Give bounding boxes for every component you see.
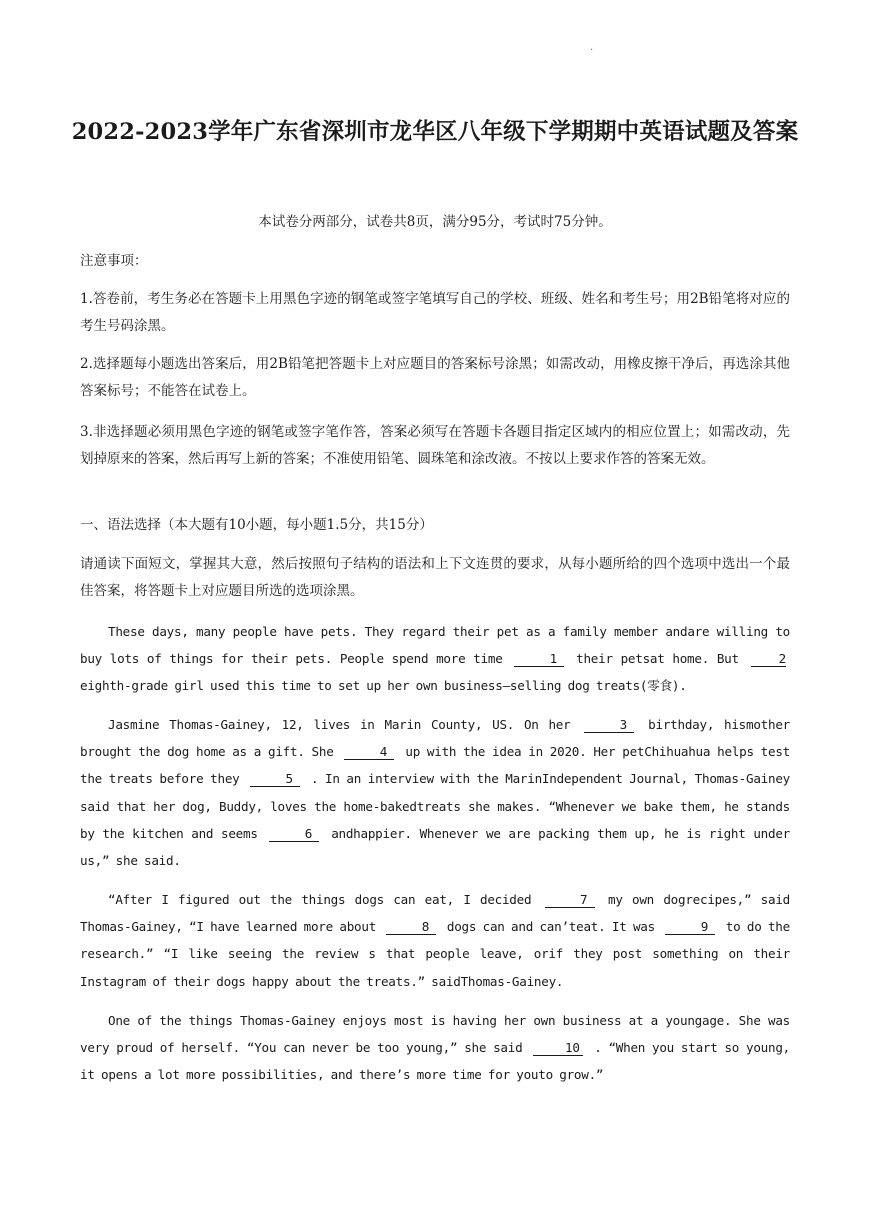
passage-text: dogs can and can’teat. It was: [446, 919, 655, 935]
notice-item-1: 1.答卷前，考生务必在答题卡上用黑色字迹的钢笔或签字笔填写自己的学校、班级、姓名和考生号；用2B铅笔将对应的考生号码涂黑。: [80, 291, 790, 334]
passage-text: to do the research.” “I like seeing the review s that people leave, orif they post something on their Instagram of their dogs happy about the treats.” saidThomas-Gainey.: [80, 919, 790, 989]
blank-10: 10: [533, 1040, 583, 1056]
blank-7: 7: [545, 892, 595, 908]
blank-4: 4: [344, 744, 394, 760]
passage-paragraph-4: [80, 1007, 790, 1089]
passage-paragraph-2: [80, 711, 790, 874]
passage-text: These days, many people have pets. They regard their pet as a family member andare willing to buy lots of things for their pets. People spend more time: [80, 624, 790, 667]
notice-item-2: 2.选择题每小题选出答案后，用2B铅笔把答题卡上对应题目的答案标号涂黑；如需改动，用橡皮擦干净后，再选涂其他答案标号；不能答在试卷上。: [80, 356, 790, 399]
passage-text: eighth-grade girl used this time to set up her own business—selling dog treats(零食).: [80, 678, 687, 694]
blank-8: 8: [386, 919, 436, 935]
section-instruction: 请通读下面短文，掌握其大意，然后按照句子结构的语法和上下文连贯的要求，从每小题所给的四个选项中选出一个最佳答案，将答题卡上对应题目所选的选项涂黑。: [80, 556, 790, 599]
passage-text: Jasmine Thomas-Gainey, 12, lives in Marin County, US. On her: [108, 717, 571, 732]
passage-paragraph-3: [80, 886, 790, 995]
passage-text: . “When you start so young, it opens a lot more possibilities, and there’s more time for youto grow.”: [80, 1040, 790, 1083]
passage-text: birthday, hismother brought the dog home as a gift. She: [80, 717, 790, 760]
blank-3: 3: [584, 717, 634, 733]
page-marker-dot: .: [590, 42, 594, 53]
blank-5: 5: [250, 771, 300, 787]
passage-text: their petsat home. But: [576, 651, 739, 667]
passage-text: One of the things Thomas-Gainey enjoys most is having her own business at a youngage. She was very proud of herself. “You can never be too young,” she said: [80, 1013, 790, 1056]
passage-text: my own dogrecipes,” said Thomas-Gainey, “I have learned more about: [80, 892, 790, 935]
blank-6: 6: [269, 826, 319, 842]
blank-2: 2: [751, 651, 786, 667]
passage-text: andhappier. Whenever we are packing them up, he is right under us,” she said.: [80, 825, 790, 869]
passage-text: up with the idea in 2020. Her petChihuahua helps test the treats before they: [80, 744, 790, 787]
notice-heading: 注意事项：: [80, 253, 148, 269]
passage-paragraph-1: [80, 618, 790, 700]
section-heading: 一、语法选择（本大题有10小题，每小题1.5分，共15分）: [80, 517, 433, 533]
blank-9: 9: [665, 919, 715, 935]
blank-1: 1: [514, 651, 564, 667]
passage-text: . In an interview with the MarinIndependent Journal, Thomas-Gainey said that her dog, Buddy, loves the home-bakedtreats she makes. “Whenever we bake them, he stands by the kitchen and seems: [80, 771, 790, 841]
page-title: 2022-2023学年广东省深圳市龙华区八年级下学期期中英语试题及答案: [71, 119, 799, 145]
passage-text: “After I figured out the things dogs can eat, I decided: [108, 892, 532, 907]
notice-item-3: 3.非选择题必须用黑色字迹的钢笔或签字笔作答，答案必须写在答题卡各题目指定区域内的相应位置上；如需改动，先划掉原来的答案，然后再写上新的答案；不准使用铅笔、圆珠笔和涂改液。不按以上要求作答的答案无效。: [80, 424, 790, 467]
exam-info: 本试卷分两部分，试卷共8页，满分95分，考试时75分钟。: [258, 214, 612, 230]
